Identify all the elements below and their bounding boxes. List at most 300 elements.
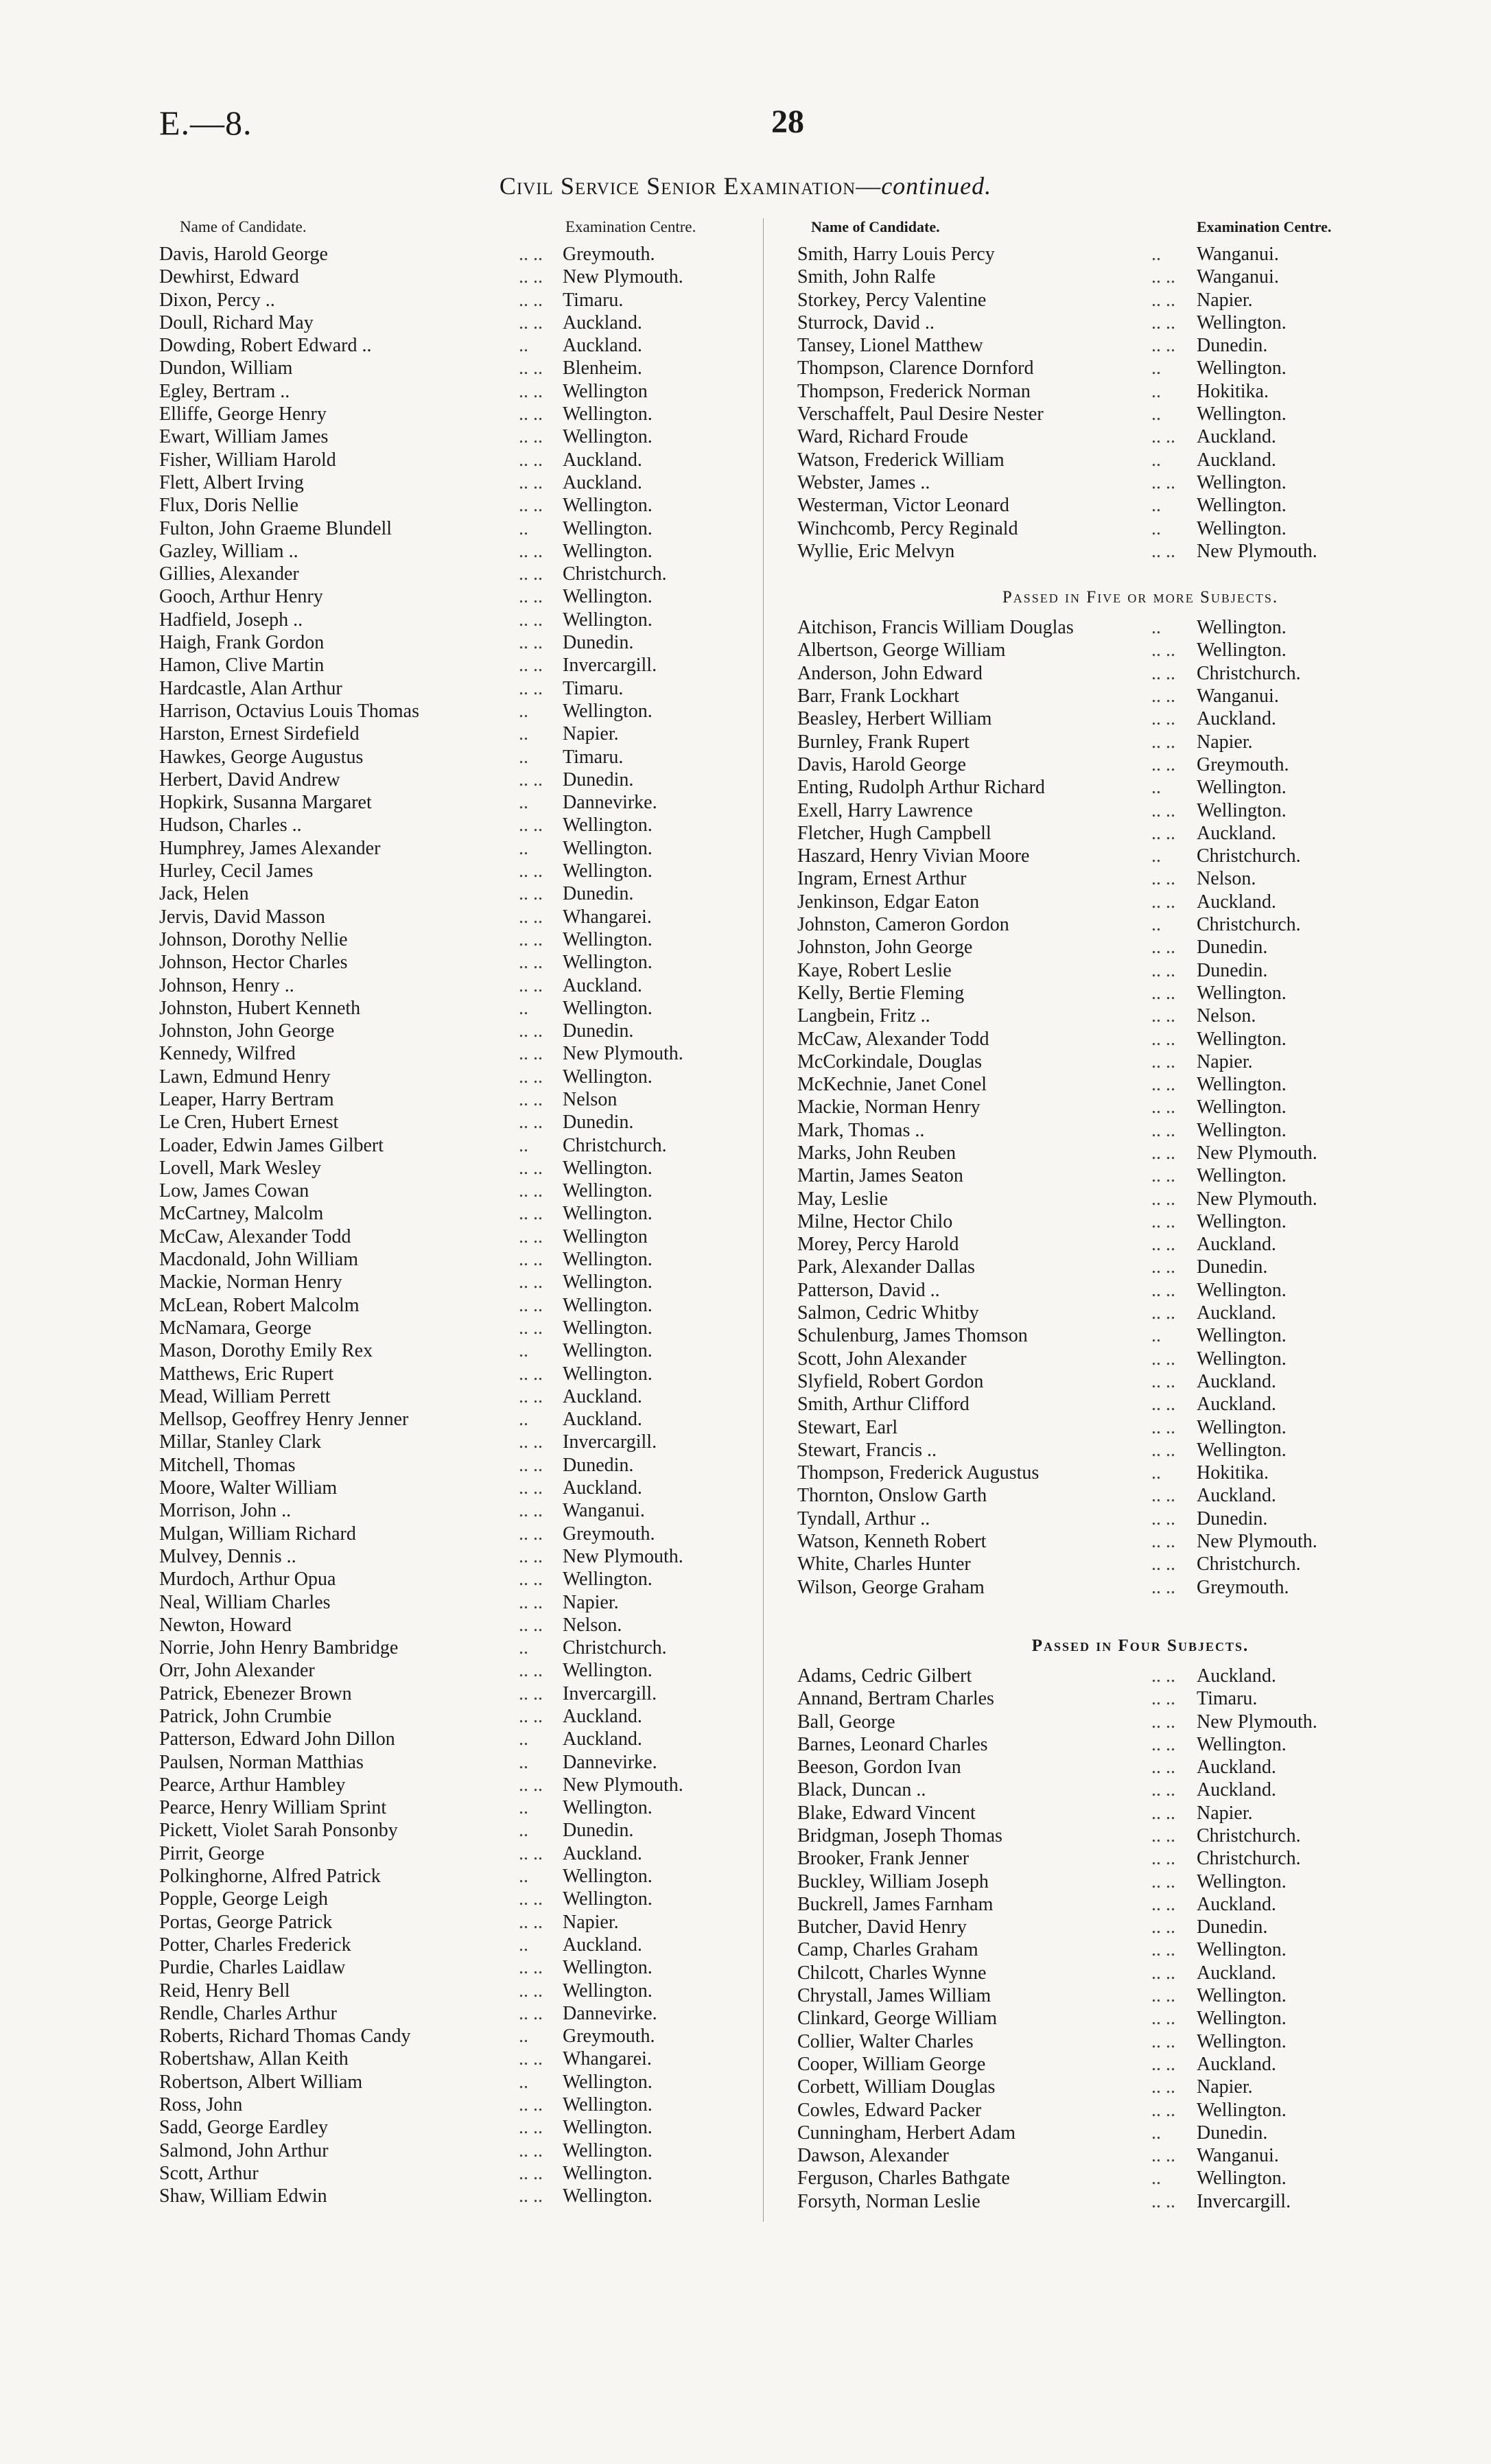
examination-centre: Wellington. bbox=[563, 2071, 653, 2093]
candidate-row bbox=[159, 1682, 859, 1705]
candidate-row bbox=[159, 380, 859, 403]
candidate-name: Aitchison, Francis William Douglas bbox=[797, 617, 1074, 639]
candidate-row bbox=[159, 791, 859, 814]
five-subjects-list bbox=[797, 616, 1483, 1599]
examination-centre: Wellington. bbox=[563, 1203, 653, 1225]
candidate-row bbox=[797, 1553, 1483, 1575]
examination-centre: Wellington. bbox=[563, 403, 653, 425]
candidate-name: Exell, Harry Lawrence bbox=[797, 799, 973, 821]
candidate-name: Egley, Bertram .. bbox=[159, 380, 290, 402]
examination-centre: New Plymouth. bbox=[563, 1774, 683, 1796]
leader-dots: .. bbox=[1151, 380, 1161, 402]
examination-centre: Wellington. bbox=[1197, 403, 1287, 425]
examination-centre: Dunedin. bbox=[1197, 1256, 1268, 1278]
candidate-name: Butcher, David Henry bbox=[797, 1916, 967, 1938]
leader-dots: .. .. bbox=[519, 403, 543, 425]
candidate-row bbox=[797, 1962, 1483, 1984]
examination-centre: New Plymouth. bbox=[1197, 540, 1317, 562]
candidate-name: Shaw, William Edwin bbox=[159, 2185, 327, 2207]
leader-dots: .. .. bbox=[1151, 2190, 1175, 2212]
candidate-row bbox=[159, 882, 859, 905]
candidate-row bbox=[797, 1484, 1483, 1507]
candidate-row bbox=[797, 380, 1483, 403]
leader-dots: .. .. bbox=[519, 540, 543, 562]
leader-dots: .. .. bbox=[519, 1774, 543, 1796]
leader-dots: .. bbox=[519, 1409, 528, 1431]
candidate-row bbox=[159, 2093, 859, 2116]
candidate-name: Scott, John Alexander bbox=[797, 1348, 967, 1370]
candidate-name: Lovell, Mark Wesley bbox=[159, 1157, 321, 1179]
candidate-row bbox=[159, 700, 859, 723]
leader-dots: .. .. bbox=[519, 1706, 543, 1727]
examination-centre: Wellington. bbox=[563, 1363, 653, 1385]
candidate-row bbox=[797, 289, 1483, 312]
candidate-name: White, Charles Hunter bbox=[797, 1553, 971, 1575]
leader-dots: .. bbox=[519, 1637, 528, 1659]
candidate-row bbox=[159, 2139, 859, 2162]
examination-centre: Dunedin. bbox=[563, 632, 634, 654]
examination-centre: Dunedin. bbox=[1197, 335, 1268, 357]
examination-centre: Wellington bbox=[563, 1225, 648, 1247]
candidate-row bbox=[159, 1042, 859, 1065]
examination-centre: Auckland. bbox=[1197, 708, 1276, 730]
candidate-row bbox=[797, 425, 1483, 448]
candidate-name: Purdie, Charles Laidlaw bbox=[159, 1957, 346, 1979]
candidate-name: Dewhirst, Edward bbox=[159, 266, 299, 288]
candidate-name: Barr, Frank Lockhart bbox=[797, 685, 960, 707]
section-title: Passed in Four Subjects. bbox=[1031, 1636, 1249, 1655]
candidate-row bbox=[797, 243, 1483, 266]
leader-dots: .. .. bbox=[1151, 289, 1175, 311]
candidate-row bbox=[159, 334, 859, 357]
candidate-name: Scott, Arthur bbox=[159, 2162, 259, 2184]
candidate-name: Hurley, Cecil James bbox=[159, 860, 314, 882]
leader-dots: .. bbox=[1151, 517, 1161, 539]
examination-centre: Wellington. bbox=[1197, 495, 1287, 517]
candidate-row bbox=[797, 1916, 1483, 1938]
candidate-row bbox=[797, 1530, 1483, 1553]
leader-dots: .. .. bbox=[1151, 1370, 1175, 1392]
examination-centre: Dannevirke. bbox=[563, 1751, 657, 1773]
candidate-name: McLean, Robert Malcolm bbox=[159, 1294, 360, 1316]
candidate-row bbox=[797, 731, 1483, 753]
candidate-row bbox=[159, 746, 859, 768]
leader-dots: .. bbox=[519, 1866, 528, 1888]
candidate-row bbox=[797, 1462, 1483, 1484]
examination-centre: Wellington. bbox=[1197, 357, 1287, 379]
leader-dots: .. .. bbox=[519, 1454, 543, 1476]
candidate-row bbox=[159, 1819, 859, 1842]
candidate-name: Beasley, Herbert William bbox=[797, 708, 992, 730]
leader-dots: .. .. bbox=[519, 1569, 543, 1591]
candidate-row bbox=[797, 822, 1483, 845]
candidate-row bbox=[797, 799, 1483, 822]
examination-centre: New Plymouth. bbox=[563, 1043, 683, 1065]
leader-dots: .. bbox=[1151, 914, 1161, 936]
candidate-row bbox=[159, 1157, 859, 1180]
examination-centre: Auckland. bbox=[1197, 1370, 1276, 1392]
leader-dots: .. .. bbox=[519, 1112, 543, 1134]
examination-centre: Dunedin. bbox=[563, 883, 634, 905]
right-column-header bbox=[797, 218, 1483, 239]
candidate-name: Matthews, Eric Rupert bbox=[159, 1363, 334, 1385]
leader-dots: .. .. bbox=[519, 1020, 543, 1042]
examination-centre: Auckland. bbox=[563, 312, 642, 333]
examination-centre: Invercargill. bbox=[563, 655, 657, 677]
examination-centre: Wellington. bbox=[563, 2139, 653, 2161]
leader-dots: .. .. bbox=[519, 1911, 543, 1933]
candidate-name: Mead, William Perrett bbox=[159, 1385, 331, 1407]
leader-dots: .. .. bbox=[519, 1842, 543, 1864]
candidate-name: Newton, Howard bbox=[159, 1614, 292, 1636]
leader-dots: .. .. bbox=[1151, 822, 1175, 844]
candidate-name: Brooker, Frank Jenner bbox=[797, 1848, 970, 1870]
candidate-name: McCartney, Malcolm bbox=[159, 1203, 324, 1225]
examination-centre: Invercargill. bbox=[563, 1682, 657, 1704]
candidate-name: Ball, George bbox=[797, 1711, 895, 1733]
candidate-name: Milne, Hector Chilo bbox=[797, 1210, 953, 1232]
candidate-name: Beeson, Gordon Ivan bbox=[797, 1757, 961, 1779]
candidate-row bbox=[797, 1210, 1483, 1233]
candidate-name: May, Leslie bbox=[797, 1188, 888, 1210]
candidate-name: Jervis, David Masson bbox=[159, 906, 325, 928]
candidate-name: Winchcomb, Percy Reginald bbox=[797, 517, 1018, 539]
candidate-row bbox=[159, 1591, 859, 1614]
candidate-row bbox=[159, 1980, 859, 2002]
candidate-name: Mackie, Norman Henry bbox=[159, 1271, 342, 1293]
examination-centre: Auckland. bbox=[563, 1706, 642, 1727]
candidate-name: Reid, Henry Bell bbox=[159, 1980, 290, 2002]
examination-centre: Dunedin. bbox=[563, 1820, 634, 1842]
leader-dots: .. bbox=[519, 2071, 528, 2093]
candidate-row bbox=[797, 1142, 1483, 1164]
leader-dots: .. .. bbox=[519, 609, 543, 631]
leader-dots: .. .. bbox=[519, 1271, 543, 1293]
examination-centre: Wellington. bbox=[1197, 2168, 1287, 2190]
right-column bbox=[797, 218, 1483, 2213]
examination-centre: Timaru. bbox=[1197, 1688, 1258, 1710]
examination-centre: Wellington. bbox=[563, 814, 653, 836]
examination-centre: Wellington. bbox=[563, 1294, 653, 1316]
candidate-row bbox=[797, 266, 1483, 288]
leader-dots: .. .. bbox=[519, 2002, 543, 2024]
examination-centre: Wanganui. bbox=[1197, 685, 1279, 707]
examination-centre: Christchurch. bbox=[1197, 662, 1301, 684]
candidate-name: Schulenburg, James Thomson bbox=[797, 1325, 1028, 1347]
examination-centre: Wellington. bbox=[563, 2117, 653, 2139]
examination-centre: Dunedin. bbox=[563, 1112, 634, 1134]
candidate-row bbox=[159, 1911, 859, 1934]
candidate-name: Watson, Kenneth Robert bbox=[797, 1531, 987, 1553]
examination-centre: Dunedin. bbox=[1197, 1507, 1268, 1529]
examination-centre: Wellington. bbox=[1197, 1416, 1287, 1438]
page-number: 28 bbox=[771, 104, 804, 140]
candidate-row bbox=[159, 1545, 859, 1568]
examination-centre: Wellington. bbox=[1197, 1870, 1287, 1892]
leader-dots: .. .. bbox=[1151, 2053, 1175, 2075]
candidate-name: Johnston, Cameron Gordon bbox=[797, 914, 1009, 936]
leader-dots: .. .. bbox=[1151, 1733, 1175, 1755]
candidate-name: Mackie, Norman Henry bbox=[797, 1096, 981, 1118]
candidate-name: Patterson, David .. bbox=[797, 1279, 940, 1301]
leader-dots: .. bbox=[1151, 845, 1161, 867]
examination-centre: Wellington. bbox=[563, 1569, 653, 1591]
candidate-name: Cooper, William George bbox=[797, 2053, 986, 2075]
candidate-row bbox=[797, 959, 1483, 982]
examination-centre: Christchurch. bbox=[563, 1637, 667, 1659]
leader-dots: .. .. bbox=[1151, 1802, 1175, 1824]
candidate-row bbox=[159, 1339, 859, 1362]
leader-dots: .. .. bbox=[519, 677, 543, 699]
candidate-row bbox=[159, 1477, 859, 1499]
leader-dots: .. .. bbox=[519, 2094, 543, 2116]
candidate-name: Ferguson, Charles Bathgate bbox=[797, 2168, 1010, 2190]
leader-dots: .. bbox=[519, 700, 528, 722]
leader-dots: .. .. bbox=[519, 1888, 543, 1910]
examination-centre: Wellington. bbox=[563, 609, 653, 631]
examination-centre: Napier. bbox=[1197, 2076, 1253, 2098]
examination-centre: Wellington. bbox=[1197, 2099, 1287, 2121]
candidate-row bbox=[797, 1870, 1483, 1893]
examination-centre: Wellington. bbox=[1197, 640, 1287, 661]
candidate-row bbox=[797, 517, 1483, 540]
leader-dots: .. bbox=[519, 997, 528, 1019]
examination-centre: Napier. bbox=[1197, 1802, 1253, 1824]
candidate-name: Stewart, Francis .. bbox=[797, 1439, 937, 1461]
candidate-name: Mellsop, Geoffrey Henry Jenner bbox=[159, 1409, 409, 1431]
examination-centre: New Plymouth. bbox=[563, 1545, 683, 1567]
leader-dots: .. .. bbox=[519, 2048, 543, 2070]
candidate-row bbox=[159, 928, 859, 951]
page-heading bbox=[0, 172, 1491, 200]
candidate-row bbox=[797, 1256, 1483, 1278]
leader-dots: .. bbox=[1151, 1325, 1161, 1347]
examination-centre: Hokitika. bbox=[1197, 1462, 1269, 1484]
examination-centre: New Plymouth. bbox=[1197, 1188, 1317, 1210]
leader-dots: .. .. bbox=[1151, 1870, 1175, 1892]
examination-centre: Napier. bbox=[1197, 731, 1253, 753]
leader-dots: .. bbox=[519, 1134, 528, 1156]
leader-dots: .. .. bbox=[519, 883, 543, 905]
examination-centre: Wellington. bbox=[563, 928, 653, 950]
leader-dots: .. bbox=[519, 1797, 528, 1819]
examination-centre: Wellington. bbox=[563, 1957, 653, 1979]
leader-dots: .. .. bbox=[519, 1225, 543, 1247]
leader-dots: .. .. bbox=[1151, 471, 1175, 493]
candidate-name: Davis, Harold George bbox=[797, 753, 966, 775]
examination-centre: New Plymouth. bbox=[1197, 1142, 1317, 1164]
candidate-name: Black, Duncan .. bbox=[797, 1779, 926, 1801]
leader-dots: .. .. bbox=[519, 2117, 543, 2139]
candidate-name: Wilson, George Graham bbox=[797, 1576, 985, 1598]
leader-dots: .. .. bbox=[1151, 1142, 1175, 1164]
candidate-name: Polkinghorne, Alfred Patrick bbox=[159, 1866, 381, 1888]
examination-centre: Auckland. bbox=[563, 1385, 642, 1407]
candidate-name: Hudson, Charles .. bbox=[159, 814, 302, 836]
candidate-row bbox=[159, 1294, 859, 1317]
leader-dots: .. .. bbox=[1151, 1893, 1175, 1915]
examination-centre: Christchurch. bbox=[1197, 845, 1301, 867]
leader-dots: .. .. bbox=[1151, 1485, 1175, 1507]
candidate-row bbox=[159, 1202, 859, 1225]
examination-centre: Greymouth. bbox=[563, 1523, 655, 1545]
candidate-row bbox=[159, 1523, 859, 1545]
candidate-name: Popple, George Leigh bbox=[159, 1888, 328, 1910]
candidate-name: Hopkirk, Susanna Margaret bbox=[159, 792, 372, 814]
leader-dots: .. .. bbox=[1151, 868, 1175, 890]
leader-dots: .. .. bbox=[519, 1500, 543, 1522]
examination-centre: Invercargill. bbox=[563, 1431, 657, 1453]
examination-centre: Wellington. bbox=[1197, 799, 1287, 821]
examination-centre: Auckland. bbox=[1197, 1485, 1276, 1507]
leader-dots: .. .. bbox=[1151, 1848, 1175, 1870]
examination-centre: Wellington. bbox=[1197, 1348, 1287, 1370]
leader-dots: .. bbox=[519, 723, 528, 745]
candidate-name: Leaper, Harry Bertram bbox=[159, 1088, 334, 1110]
leader-dots: .. .. bbox=[1151, 1028, 1175, 1050]
candidate-row bbox=[159, 312, 859, 334]
examination-centre: Christchurch. bbox=[1197, 1553, 1301, 1575]
candidate-row bbox=[159, 540, 859, 563]
candidate-name: Kelly, Bertie Fleming bbox=[797, 982, 965, 1004]
leader-dots: .. bbox=[1151, 244, 1161, 265]
candidate-row bbox=[159, 494, 859, 517]
candidate-name: Roberts, Richard Thomas Candy bbox=[159, 2026, 411, 2048]
examination-centre: Auckland. bbox=[1197, 1302, 1276, 1324]
candidate-name: Doull, Richard May bbox=[159, 312, 314, 333]
candidate-name: Moore, Walter William bbox=[159, 1477, 338, 1499]
candidate-name: Fletcher, Hugh Campbell bbox=[797, 822, 991, 844]
examination-centre: Wellington. bbox=[1197, 312, 1287, 333]
leader-dots: .. .. bbox=[519, 244, 543, 265]
candidate-name: McKechnie, Janet Conel bbox=[797, 1074, 987, 1096]
candidate-row bbox=[797, 1687, 1483, 1710]
candidate-row bbox=[797, 2190, 1483, 2213]
right-candidate-list bbox=[797, 243, 1483, 563]
leader-dots: .. .. bbox=[1151, 662, 1175, 684]
leader-dots: .. bbox=[1151, 495, 1161, 517]
leader-dots: .. .. bbox=[1151, 1688, 1175, 1710]
candidate-row bbox=[159, 2071, 859, 2093]
candidate-row bbox=[159, 1774, 859, 1796]
candidate-row bbox=[797, 1279, 1483, 1302]
leader-dots: .. .. bbox=[1151, 1553, 1175, 1575]
candidate-name: Martin, James Seaton bbox=[797, 1165, 963, 1187]
candidate-row bbox=[159, 1865, 859, 1888]
candidate-row bbox=[159, 768, 859, 791]
candidate-row bbox=[159, 906, 859, 928]
candidate-row bbox=[159, 1728, 859, 1750]
examination-centre: Wellington. bbox=[563, 1980, 653, 2002]
leader-dots: .. .. bbox=[1151, 1825, 1175, 1846]
examination-centre: Wellington. bbox=[563, 1888, 653, 1910]
leader-dots: .. .. bbox=[1151, 982, 1175, 1004]
candidate-row bbox=[797, 1824, 1483, 1847]
candidate-row bbox=[159, 1842, 859, 1865]
leader-dots: .. .. bbox=[1151, 1256, 1175, 1278]
candidate-name: Neal, William Charles bbox=[159, 1591, 331, 1613]
leader-dots: .. bbox=[1151, 777, 1161, 799]
candidate-name: Johnston, Hubert Kenneth bbox=[159, 997, 361, 1019]
candidate-name: Tyndall, Arthur .. bbox=[797, 1507, 930, 1529]
examination-centre: Wellington. bbox=[563, 997, 653, 1019]
leader-dots: .. .. bbox=[519, 768, 543, 790]
candidate-name: Macdonald, John William bbox=[159, 1249, 358, 1271]
candidate-name: Lawn, Edmund Henry bbox=[159, 1066, 331, 1088]
leader-dots: .. .. bbox=[1151, 1348, 1175, 1370]
examination-centre: Wellington. bbox=[1197, 1985, 1287, 2007]
candidate-name: Camp, Charles Graham bbox=[797, 1939, 978, 1961]
leader-dots: .. .. bbox=[519, 1545, 543, 1567]
examination-centre: Nelson. bbox=[563, 1614, 622, 1636]
left-column-header bbox=[159, 218, 859, 239]
candidate-name: Robertson, Albert William bbox=[159, 2071, 363, 2093]
leader-dots: .. .. bbox=[519, 1980, 543, 2002]
examination-centre: Greymouth. bbox=[1197, 1576, 1289, 1598]
candidate-row bbox=[797, 1665, 1483, 1687]
candidate-name: Portas, George Patrick bbox=[159, 1911, 333, 1933]
leader-dots: .. .. bbox=[1151, 1051, 1175, 1072]
examination-centre: New Plymouth. bbox=[563, 266, 683, 288]
candidate-name: Mason, Dorothy Emily Rex bbox=[159, 1340, 373, 1362]
candidate-name: Pearce, Henry William Sprint bbox=[159, 1797, 387, 1819]
candidate-row bbox=[797, 753, 1483, 776]
examination-centre: Wellington. bbox=[563, 517, 653, 539]
candidate-row bbox=[159, 585, 859, 608]
candidate-name: Davis, Harold George bbox=[159, 244, 328, 265]
examination-centre: Auckland. bbox=[1197, 1893, 1276, 1915]
candidate-row bbox=[797, 1393, 1483, 1416]
examination-centre: Timaru. bbox=[563, 289, 624, 311]
examination-centre: Wellington. bbox=[1197, 2008, 1287, 2030]
candidate-row bbox=[797, 1233, 1483, 1256]
candidate-row bbox=[797, 1164, 1483, 1187]
candidate-row bbox=[159, 1956, 859, 1979]
candidate-name: Albertson, George William bbox=[797, 640, 1006, 661]
leader-dots: .. .. bbox=[519, 1043, 543, 1065]
candidate-row bbox=[797, 1984, 1483, 2007]
examination-centre: Dunedin. bbox=[563, 768, 634, 790]
leader-dots: .. .. bbox=[519, 1682, 543, 1704]
examination-centre: Wellington. bbox=[1197, 1165, 1287, 1187]
candidate-name: Fulton, John Graeme Blundell bbox=[159, 517, 392, 539]
candidate-row bbox=[797, 1348, 1483, 1370]
candidate-name: Blake, Edward Vincent bbox=[797, 1802, 976, 1824]
candidate-row bbox=[797, 662, 1483, 685]
leader-dots: .. .. bbox=[519, 1249, 543, 1271]
leader-dots: .. .. bbox=[519, 952, 543, 974]
candidate-row bbox=[797, 403, 1483, 425]
candidate-name: Buckley, William Joseph bbox=[797, 1870, 989, 1892]
leader-dots: .. .. bbox=[1151, 708, 1175, 730]
candidate-name: Mulvey, Dennis .. bbox=[159, 1545, 296, 1567]
examination-centre: Wellington. bbox=[563, 2185, 653, 2207]
candidate-row bbox=[159, 814, 859, 836]
leader-dots: .. .. bbox=[1151, 1074, 1175, 1096]
candidate-row bbox=[797, 494, 1483, 517]
leader-dots: .. .. bbox=[519, 860, 543, 882]
leader-dots: .. .. bbox=[1151, 2099, 1175, 2121]
candidate-name: Le Cren, Hubert Ernest bbox=[159, 1112, 339, 1134]
candidate-row bbox=[159, 1134, 859, 1157]
leader-dots: .. .. bbox=[519, 655, 543, 677]
leader-dots: .. bbox=[519, 517, 528, 539]
leader-dots: .. .. bbox=[1151, 1165, 1175, 1187]
candidate-row bbox=[797, 1416, 1483, 1439]
candidate-row bbox=[159, 357, 859, 379]
candidate-name: Smith, John Ralfe bbox=[797, 266, 936, 288]
examination-centre: New Plymouth. bbox=[1197, 1531, 1317, 1553]
